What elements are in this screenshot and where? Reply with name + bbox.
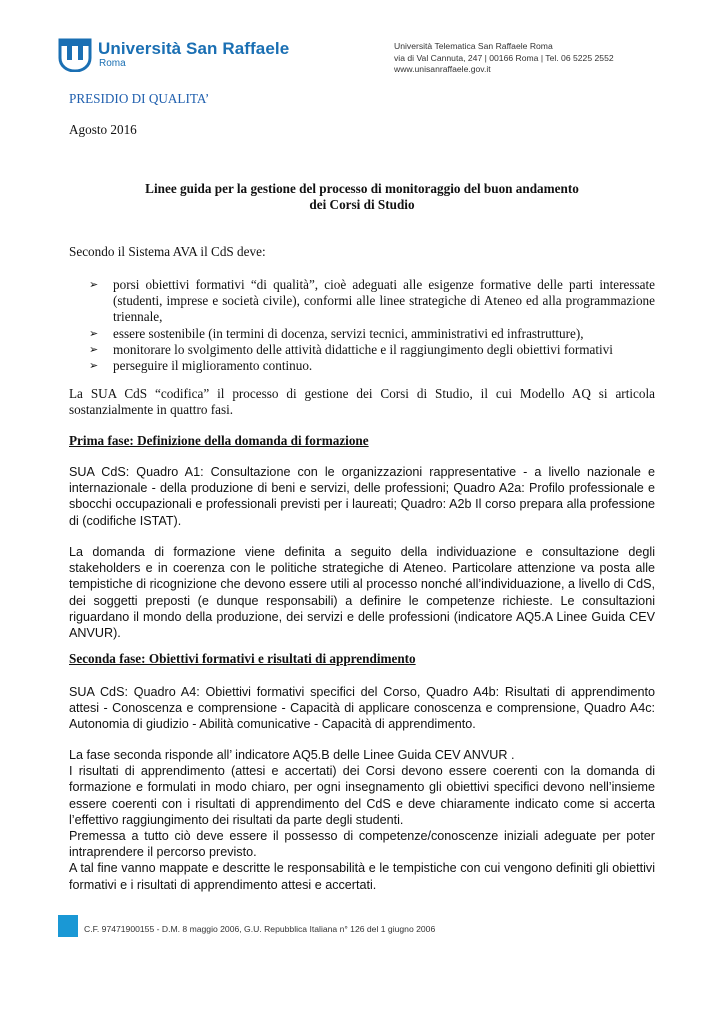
header-line-institution: Università Telematica San Raffaele Roma [394,41,553,51]
document-title [69,181,655,213]
header-line-website: www.unisanraffaele.gov.it [394,64,491,74]
intro-paragraph: Secondo il Sistema AVA il CdS deve: [69,244,266,259]
header-contact-block [394,41,614,76]
section-heading-1: Prima fase: Definizione della domanda di formazione [69,433,369,448]
list-item [69,358,655,374]
university-shield-icon [58,38,92,72]
arrow-bullet-icon: ➢ [89,326,99,340]
header-line-address: via di Val Cannuta, 247 | 00166 Roma | Tel. 06 5225 2552 [394,52,614,63]
list-item [69,277,655,326]
footer-brand-square [58,915,78,937]
list-item [69,342,655,358]
university-logo [58,38,318,74]
footer-legal-text: C.F. 97471900155 - D.M. 8 maggio 2006, G.U. Repubblica Italiana n° 126 del 1 giugno 2006 [84,924,436,934]
paragraph-line: A tal fine vanno mappate e descritte le responsabilità e le tempistiche con cui vengono definiti gli obiettivi formativi e i risultati di apprendimento attesi e accertati. [69,861,655,892]
paragraph-line: I risultati di apprendimento (attesi e accertati) dei Corsi devono essere coerenti con la domanda di formazione e formulati in modo chiaro, per ogni insegnamento gli obiettivi specifici devono nell’insieme essere coerenti con i risultati di apprendimento del CdS e deve chiaramente indicato come si accerta l’effettivo raggiungimento dei risultati da parte degli studenti. [69,764,655,827]
office-name: PRESIDIO DI QUALITA’ [69,91,210,106]
section2-paragraph-1: SUA CdS: Quadro A4: Obiettivi formativi specifici del Corso, Quadro A4b: Risultati di apprendimento attesi - Conoscenza e comprensione - Capacità di applicare conoscenza e comprensione, Quadro A4c: Autonomia di giudizio - Abilità comunicative - Capacità di apprendimento. [69,685,655,732]
title-line-2: dei Corsi di Studio [309,197,415,213]
arrow-bullet-icon: ➢ [89,359,99,373]
requirements-list [69,277,655,374]
section-heading-2: Seconda fase: Obiettivi formativi e risultati di apprendimento [69,651,416,666]
section1-paragraph-2: La domanda di formazione viene definita a seguito della individuazione e consultazione degli stakeholders e in coerenza con le politiche strategiche di Ateneo. Particolare attenzione va posta alle tempistiche di ricognizione che devono essere utili al processo nonché all’individuazione, a livello di CdS, dei soggetti preposti (e dunque responsabili) a definire le competenze richieste. Le consultazioni riguardano il mondo della produzione, dei servizi e delle professioni (indicatore AQ5.A Linee Guida CEV ANVUR). [69,545,655,641]
list-item-text: porsi obiettivi formativi “di qualità”, cioè adeguati alle esigenze formative delle parti interessate (studenti, imprese e società civile), conformi alle linee strategiche di Ateneo ed alla programmazione triennale, [113,277,655,325]
list-item-text: essere sostenibile (in termini di docenza, servizi tecnici, amministrativi ed infrastrutture), [113,325,584,341]
sua-paragraph: La SUA CdS “codifica” il processo di gestione dei Corsi di Studio, il cui Modello AQ si articola sostanzialmente in quattro fasi. [69,386,655,418]
arrow-bullet-icon: ➢ [89,278,99,291]
paragraph-line: Premessa a tutto ciò deve essere il possesso di competenze/conoscenze iniziali adeguate per poter intraprendere il percorso previsto. [69,829,655,860]
list-item [69,326,655,342]
list-item-text: perseguire il miglioramento continuo. [113,358,313,374]
arrow-bullet-icon: ➢ [89,342,99,356]
list-item-text: monitorare lo svolgimento delle attività didattiche e il raggiungimento degli obiettivi formativi [113,341,613,357]
paragraph-line: La fase seconda risponde all’ indicatore AQ5.B delle Linee Guida CEV ANVUR . [69,748,515,762]
university-city: Roma [99,58,126,69]
document-date: Agosto 2016 [69,122,137,137]
section1-paragraph-1: SUA CdS: Quadro A1: Consultazione con le organizzazioni rappresentative - a livello nazionale e internazionale - della produzione di beni e servizi, delle professioni; Quadro A2a: Profilo professionale e sbocchi occupazionali e professionali previsti per i laureati; Quadro: A2b Il corso prepara alla professione di (codifiche ISTAT). [69,465,655,528]
university-name: Università San Raffaele [98,39,290,58]
section2-paragraph-2 [69,747,655,893]
title-line-1: Linee guida per la gestione del processo di monitoraggio del buon andamento [145,181,579,196]
